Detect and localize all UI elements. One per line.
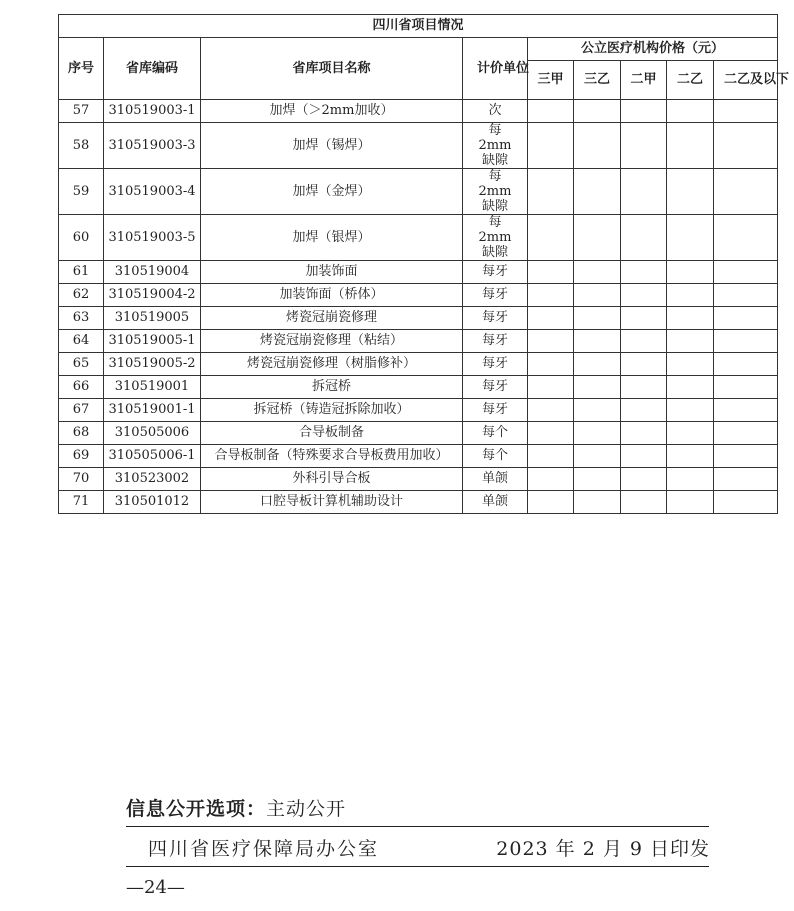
cell-seq: 70 — [59, 468, 104, 491]
cell-price-tier-5 — [714, 215, 778, 261]
cell-name: 烤瓷冠崩瓷修理（粘结） — [201, 330, 463, 353]
cell-price-tier-2 — [574, 284, 621, 307]
cell-seq: 71 — [59, 491, 104, 514]
cell-price-tier-5 — [714, 169, 778, 215]
table-row — [59, 353, 778, 376]
table-row — [59, 215, 778, 261]
cell-unit: 每个 — [463, 422, 528, 445]
cell-price-tier-4 — [667, 491, 714, 514]
cell-name: 加装饰面（桥体） — [201, 284, 463, 307]
cell-price-tier-3 — [621, 445, 667, 468]
issue-date: 2023 年 2 月 9 日印发 — [496, 838, 710, 860]
cell-price-tier-1 — [528, 399, 574, 422]
cell-price-tier-4 — [667, 307, 714, 330]
cell-name: 加焊（金焊） — [201, 169, 463, 215]
cell-seq: 61 — [59, 261, 104, 284]
cell-seq: 66 — [59, 376, 104, 399]
header-tier-4: 二乙 — [667, 61, 714, 100]
cell-unit: 单颌 — [463, 491, 528, 514]
cell-price-tier-1 — [528, 284, 574, 307]
cell-code: 310519005-1 — [104, 330, 201, 353]
header-name: 省库项目名称 — [201, 38, 463, 100]
cell-unit: 每个 — [463, 445, 528, 468]
cell-name: 外科引导合板 — [201, 468, 463, 491]
cell-seq: 68 — [59, 422, 104, 445]
table-row — [59, 169, 778, 215]
cell-price-tier-5 — [714, 376, 778, 399]
cell-price-tier-5 — [714, 284, 778, 307]
cell-seq: 62 — [59, 284, 104, 307]
price-table-container — [58, 14, 790, 514]
cell-code: 310523002 — [104, 468, 201, 491]
cell-price-tier-3 — [621, 491, 667, 514]
cell-price-tier-4 — [667, 169, 714, 215]
cell-price-tier-5 — [714, 468, 778, 491]
cell-name: 加焊（锡焊） — [201, 123, 463, 169]
cell-code: 310519005-2 — [104, 353, 201, 376]
header-tier-1: 三甲 — [528, 61, 574, 100]
cell-price-tier-1 — [528, 491, 574, 514]
cell-price-tier-2 — [574, 261, 621, 284]
cell-price-tier-1 — [528, 123, 574, 169]
cell-code: 310519004-2 — [104, 284, 201, 307]
cell-price-tier-3 — [621, 215, 667, 261]
cell-price-tier-1 — [528, 307, 574, 330]
cell-code: 310519005 — [104, 307, 201, 330]
cell-seq: 65 — [59, 353, 104, 376]
cell-price-tier-3 — [621, 399, 667, 422]
cell-unit: 次 — [463, 100, 528, 123]
cell-unit: 每2mm缺隙 — [463, 123, 528, 169]
cell-code: 310519003-3 — [104, 123, 201, 169]
cell-name: 拆冠桥 — [201, 376, 463, 399]
table-row — [59, 261, 778, 284]
cell-price-tier-2 — [574, 399, 621, 422]
cell-name: 烤瓷冠崩瓷修理 — [201, 307, 463, 330]
footer-rule-top — [126, 826, 709, 827]
cell-price-tier-1 — [528, 422, 574, 445]
cell-price-tier-4 — [667, 330, 714, 353]
cell-name: 烤瓷冠崩瓷修理（树脂修补） — [201, 353, 463, 376]
cell-price-tier-1 — [528, 169, 574, 215]
cell-price-tier-5 — [714, 491, 778, 514]
cell-price-tier-4 — [667, 468, 714, 491]
header-price-group: 公立医疗机构价格（元） — [528, 38, 778, 61]
cell-price-tier-3 — [621, 307, 667, 330]
cell-price-tier-2 — [574, 445, 621, 468]
price-table — [58, 14, 790, 514]
disclosure-label: 信息公开选项： — [126, 798, 267, 820]
cell-price-tier-5 — [714, 261, 778, 284]
header-tier-5: 二乙及以下 — [714, 61, 778, 100]
cell-code: 310519003-4 — [104, 169, 201, 215]
cell-price-tier-1 — [528, 261, 574, 284]
cell-name: 合导板制备（特殊要求合导板费用加收） — [201, 445, 463, 468]
cell-name: 拆冠桥（铸造冠拆除加收） — [201, 399, 463, 422]
cell-price-tier-2 — [574, 169, 621, 215]
cell-price-tier-5 — [714, 307, 778, 330]
cell-price-tier-5 — [714, 353, 778, 376]
table-row — [59, 284, 778, 307]
cell-unit: 每牙 — [463, 261, 528, 284]
cell-name: 加焊（银焊） — [201, 215, 463, 261]
cell-price-tier-1 — [528, 330, 574, 353]
cell-price-tier-2 — [574, 215, 621, 261]
table-row — [59, 123, 778, 169]
cell-seq: 63 — [59, 307, 104, 330]
cell-code: 310519001 — [104, 376, 201, 399]
cell-price-tier-4 — [667, 376, 714, 399]
issuing-office: 四川省医疗保障局办公室 — [148, 838, 380, 860]
cell-price-tier-4 — [667, 399, 714, 422]
cell-price-tier-3 — [621, 330, 667, 353]
table-row — [59, 307, 778, 330]
cell-unit: 每牙 — [463, 399, 528, 422]
table-row — [59, 445, 778, 468]
cell-unit: 每2mm缺隙 — [463, 169, 528, 215]
cell-price-tier-3 — [621, 261, 667, 284]
cell-price-tier-1 — [528, 215, 574, 261]
cell-seq: 57 — [59, 100, 104, 123]
cell-price-tier-5 — [714, 399, 778, 422]
cell-price-tier-3 — [621, 353, 667, 376]
table-title: 四川省项目情况 — [59, 15, 778, 38]
cell-price-tier-4 — [667, 445, 714, 468]
cell-price-tier-4 — [667, 261, 714, 284]
cell-price-tier-4 — [667, 353, 714, 376]
cell-price-tier-1 — [528, 376, 574, 399]
footer-rule-bottom — [126, 866, 709, 867]
cell-price-tier-5 — [714, 123, 778, 169]
cell-price-tier-3 — [621, 123, 667, 169]
cell-price-tier-2 — [574, 123, 621, 169]
table-row — [59, 376, 778, 399]
table-row — [59, 491, 778, 514]
cell-price-tier-4 — [667, 100, 714, 123]
cell-unit: 每2mm缺隙 — [463, 215, 528, 261]
header-tier-2: 三乙 — [574, 61, 621, 100]
cell-name: 加焊（＞2mm加收） — [201, 100, 463, 123]
header-tier-3: 二甲 — [621, 61, 667, 100]
table-row — [59, 399, 778, 422]
cell-name: 合导板制备 — [201, 422, 463, 445]
cell-price-tier-3 — [621, 468, 667, 491]
cell-price-tier-2 — [574, 353, 621, 376]
cell-unit: 每牙 — [463, 284, 528, 307]
cell-price-tier-2 — [574, 330, 621, 353]
cell-seq: 58 — [59, 123, 104, 169]
disclosure-value: 主动公开 — [266, 798, 347, 820]
cell-price-tier-4 — [667, 123, 714, 169]
cell-price-tier-2 — [574, 468, 621, 491]
cell-price-tier-4 — [667, 422, 714, 445]
cell-price-tier-1 — [528, 100, 574, 123]
cell-price-tier-5 — [714, 445, 778, 468]
cell-price-tier-2 — [574, 100, 621, 123]
cell-code: 310505006-1 — [104, 445, 201, 468]
header-unit: 计价单位 — [463, 38, 528, 100]
cell-price-tier-2 — [574, 376, 621, 399]
header-seq: 序号 — [59, 38, 104, 100]
cell-price-tier-5 — [714, 100, 778, 123]
cell-price-tier-1 — [528, 445, 574, 468]
cell-unit: 单颌 — [463, 468, 528, 491]
cell-seq: 67 — [59, 399, 104, 422]
cell-price-tier-3 — [621, 100, 667, 123]
cell-name: 加装饰面 — [201, 261, 463, 284]
table-row — [59, 100, 778, 123]
cell-seq: 64 — [59, 330, 104, 353]
cell-code: 310519003-1 — [104, 100, 201, 123]
cell-price-tier-3 — [621, 376, 667, 399]
cell-price-tier-2 — [574, 307, 621, 330]
cell-price-tier-1 — [528, 468, 574, 491]
cell-unit: 每牙 — [463, 330, 528, 353]
cell-price-tier-3 — [621, 284, 667, 307]
cell-price-tier-5 — [714, 330, 778, 353]
cell-code: 310519004 — [104, 261, 201, 284]
cell-unit: 每牙 — [463, 376, 528, 399]
cell-code: 310519003-5 — [104, 215, 201, 261]
table-row — [59, 468, 778, 491]
cell-seq: 60 — [59, 215, 104, 261]
cell-code: 310501012 — [104, 491, 201, 514]
cell-price-tier-4 — [667, 284, 714, 307]
cell-seq: 59 — [59, 169, 104, 215]
table-body — [59, 100, 778, 514]
table-row — [59, 330, 778, 353]
cell-price-tier-4 — [667, 215, 714, 261]
cell-price-tier-2 — [574, 422, 621, 445]
cell-price-tier-3 — [621, 169, 667, 215]
cell-price-tier-1 — [528, 353, 574, 376]
cell-code: 310519001-1 — [104, 399, 201, 422]
cell-price-tier-2 — [574, 491, 621, 514]
cell-price-tier-5 — [714, 422, 778, 445]
cell-seq: 69 — [59, 445, 104, 468]
cell-unit: 每牙 — [463, 353, 528, 376]
header-code: 省库编码 — [104, 38, 201, 100]
cell-unit: 每牙 — [463, 307, 528, 330]
page-number: —24— — [126, 877, 185, 898]
disclosure-line — [126, 794, 346, 821]
cell-price-tier-3 — [621, 422, 667, 445]
cell-name: 口腔导板计算机辅助设计 — [201, 491, 463, 514]
table-row — [59, 422, 778, 445]
cell-code: 310505006 — [104, 422, 201, 445]
